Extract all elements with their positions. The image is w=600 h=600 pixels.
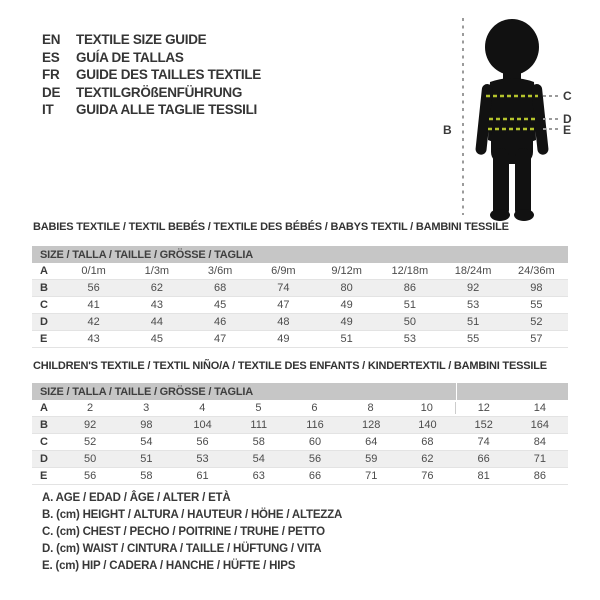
lang-code: DE	[42, 84, 61, 100]
table-cell: 84	[533, 436, 546, 448]
table-cell: 140	[418, 419, 437, 431]
table-cell: 47	[277, 299, 290, 311]
lang-row-de	[42, 84, 261, 102]
lang-row-fr	[42, 66, 261, 84]
table-cell: 6/9m	[271, 265, 296, 277]
table-cell: 104	[193, 419, 212, 431]
table-cell: 8	[367, 402, 374, 414]
table-cell: 61	[196, 470, 209, 482]
table-cell: 74	[477, 436, 490, 448]
table-cell: 42	[87, 316, 100, 328]
waist-label: D	[563, 112, 572, 126]
table-cell: 68	[214, 282, 227, 294]
table-cell: 56	[87, 282, 100, 294]
table-cell: 50	[83, 453, 97, 465]
table-row	[32, 263, 568, 280]
table-row	[32, 451, 568, 468]
table-cell: 6	[311, 402, 318, 414]
table-rows	[32, 400, 568, 485]
table-row	[32, 331, 568, 348]
table-cell: 47	[214, 333, 227, 345]
table-row	[32, 314, 568, 331]
table-cell: 18/24m	[454, 265, 492, 277]
lang-label: GUIDA ALLE TAGLIE TESSILI	[76, 102, 257, 118]
table-cell: 62	[150, 282, 163, 294]
table-cell: 111	[250, 419, 268, 431]
table-cell: 4	[199, 402, 206, 414]
lang-label: TEXTILE SIZE GUIDE	[76, 32, 207, 48]
table-cell: 2	[86, 402, 94, 414]
lang-row-es	[42, 49, 261, 67]
babies-section-title: BABIES TEXTILE / TEXTIL BEBÉS / TEXTILE DES BÉBÉS / BABYS TEXTIL / BAMBINI TESSILE	[33, 221, 509, 233]
legend-hip: E. (cm) HIP / CADERA / HANCHE / HÜFTE / HIPS	[42, 559, 296, 572]
lang-label: GUIDE DES TAILLES TEXTILE	[76, 67, 262, 83]
legend-chest: C. (cm) CHEST / PECHO / POITRINE / TRUHE / PETTO	[42, 525, 325, 538]
table-cell: 49	[277, 333, 290, 345]
size-header-bar	[32, 383, 568, 400]
table-cell: 53	[467, 299, 480, 311]
table-cell: 1/3m	[144, 265, 170, 277]
table-cell: 49	[340, 316, 353, 328]
row-label: A	[40, 402, 48, 414]
row-label: B	[40, 419, 48, 431]
table-cell: 58	[140, 470, 153, 482]
table-cell: 81	[477, 470, 490, 482]
table-cell: 24/36m	[518, 265, 555, 277]
row-label: C	[40, 436, 48, 448]
table-cell: 46	[214, 316, 227, 328]
children-size-table	[32, 383, 568, 485]
size-header-label: SIZE / TALLA / TAILLE / GRÖSSE / TAGLIA	[40, 248, 254, 261]
row-label: E	[40, 333, 48, 345]
table-cell: 55	[467, 333, 480, 345]
table-cell: 5	[255, 402, 262, 414]
table-cell: 49	[340, 299, 353, 311]
table-cell: 53	[196, 453, 209, 465]
hip-label: E	[563, 123, 572, 137]
table-cell: 3/6m	[207, 265, 233, 277]
table-cell: 51	[467, 316, 480, 328]
table-cell: 74	[277, 282, 290, 294]
table-cell: 92	[467, 282, 480, 294]
table-cell: 66	[308, 470, 322, 482]
lang-label: GUÍA DE TALLAS	[76, 49, 184, 65]
legend-height: B. (cm) HEIGHT / ALTURA / HAUTEUR / HÖHE / ALTEZZA	[42, 508, 343, 521]
table-cell: 64	[365, 436, 378, 448]
table-cell: 128	[362, 419, 381, 431]
table-cell: 116	[306, 419, 324, 431]
table-cell: 43	[150, 299, 163, 311]
row-label: C	[40, 299, 48, 311]
table-cell: 71	[365, 470, 378, 482]
table-cell: 12	[455, 402, 512, 414]
lang-code: ES	[42, 49, 60, 65]
table-row	[32, 434, 568, 451]
table-cell: 52	[530, 316, 543, 328]
row-label: B	[40, 282, 48, 294]
table-cell: 164	[530, 419, 550, 431]
height-label: B	[443, 123, 452, 137]
table-cell: 14	[533, 402, 547, 414]
table-row	[32, 468, 568, 485]
size-header-label: SIZE / TALLA / TAILLE / GRÖSSE / TAGLIA	[40, 385, 254, 398]
table-cell: 51	[140, 453, 153, 465]
table-cell: 55	[530, 299, 543, 311]
table-cell: 71	[533, 453, 546, 465]
table-cell: 44	[150, 316, 163, 328]
table-cell: 80	[340, 282, 353, 294]
legend-waist: D. (cm) WAIST / CINTURA / TAILLE / HÜFTUNG / VITA	[42, 542, 322, 555]
table-cell: 9/12m	[331, 265, 362, 277]
table-cell: 58	[252, 436, 265, 448]
table-row	[32, 280, 568, 297]
table-cell: 86	[533, 470, 546, 482]
table-cell: 56	[308, 453, 322, 465]
language-title-block	[42, 31, 261, 119]
lang-code: FR	[42, 67, 60, 83]
lang-code: EN	[42, 32, 61, 48]
measurement-legend	[42, 489, 342, 574]
lang-code: IT	[42, 102, 54, 118]
table-cell: 45	[150, 333, 163, 345]
child-silhouette-icon	[430, 8, 595, 233]
lang-row-en	[42, 31, 261, 49]
table-cell: 51	[340, 333, 353, 345]
table-cell: 92	[83, 419, 97, 431]
table-cell: 86	[403, 282, 416, 294]
table-row	[32, 417, 568, 434]
chest-label: C	[563, 89, 572, 103]
table-cell: 66	[477, 453, 490, 465]
row-label: A	[40, 265, 48, 277]
table-cell: 60	[308, 436, 322, 448]
table-cell: 76	[421, 470, 434, 482]
row-label: D	[40, 453, 48, 465]
table-cell: 3	[143, 402, 150, 414]
header-seam-line	[456, 383, 457, 400]
lang-label: TEXTILGRÖßENFÜHRUNG	[76, 84, 243, 100]
table-cell: 63	[252, 470, 265, 482]
table-cell: 57	[530, 333, 543, 345]
table-cell: 98	[530, 282, 543, 294]
table-cell: 0/1m	[81, 265, 106, 277]
table-cell: 98	[140, 419, 153, 431]
table-cell: 50	[403, 316, 416, 328]
table-cell: 54	[140, 436, 153, 448]
table-cell: 62	[421, 453, 434, 465]
table-cell: 53	[403, 333, 416, 345]
table-cell: 41	[87, 299, 100, 311]
table-cell: 56	[83, 470, 97, 482]
table-cell: 48	[277, 316, 290, 328]
row-label: D	[40, 316, 48, 328]
table-row	[32, 400, 568, 417]
legend-age: A. AGE / EDAD / ÂGE / ALTER / ETÀ	[42, 491, 231, 504]
table-cell: 152	[474, 419, 493, 431]
table-cell: 10	[420, 402, 433, 414]
table-cell: 12/18m	[391, 265, 429, 277]
size-header-bar	[32, 246, 568, 263]
table-cell: 45	[214, 299, 227, 311]
lang-row-it	[42, 101, 261, 119]
table-cell: 54	[252, 453, 265, 465]
table-cell: 52	[83, 436, 97, 448]
measurement-figure	[430, 8, 595, 233]
table-cell: 68	[421, 436, 434, 448]
table-cell: 51	[403, 299, 416, 311]
children-section-title: CHILDREN'S TEXTILE / TEXTIL NIÑO/A / TEXTILE DES ENFANTS / KINDERTEXTIL / BAMBINI TESSILE	[33, 360, 547, 372]
row-label: E	[40, 470, 48, 482]
table-rows	[32, 263, 568, 348]
table-cell: 59	[365, 453, 378, 465]
babies-size-table	[32, 246, 568, 348]
table-cell: 43	[87, 333, 100, 345]
table-cell: 56	[196, 436, 209, 448]
table-row	[32, 297, 568, 314]
